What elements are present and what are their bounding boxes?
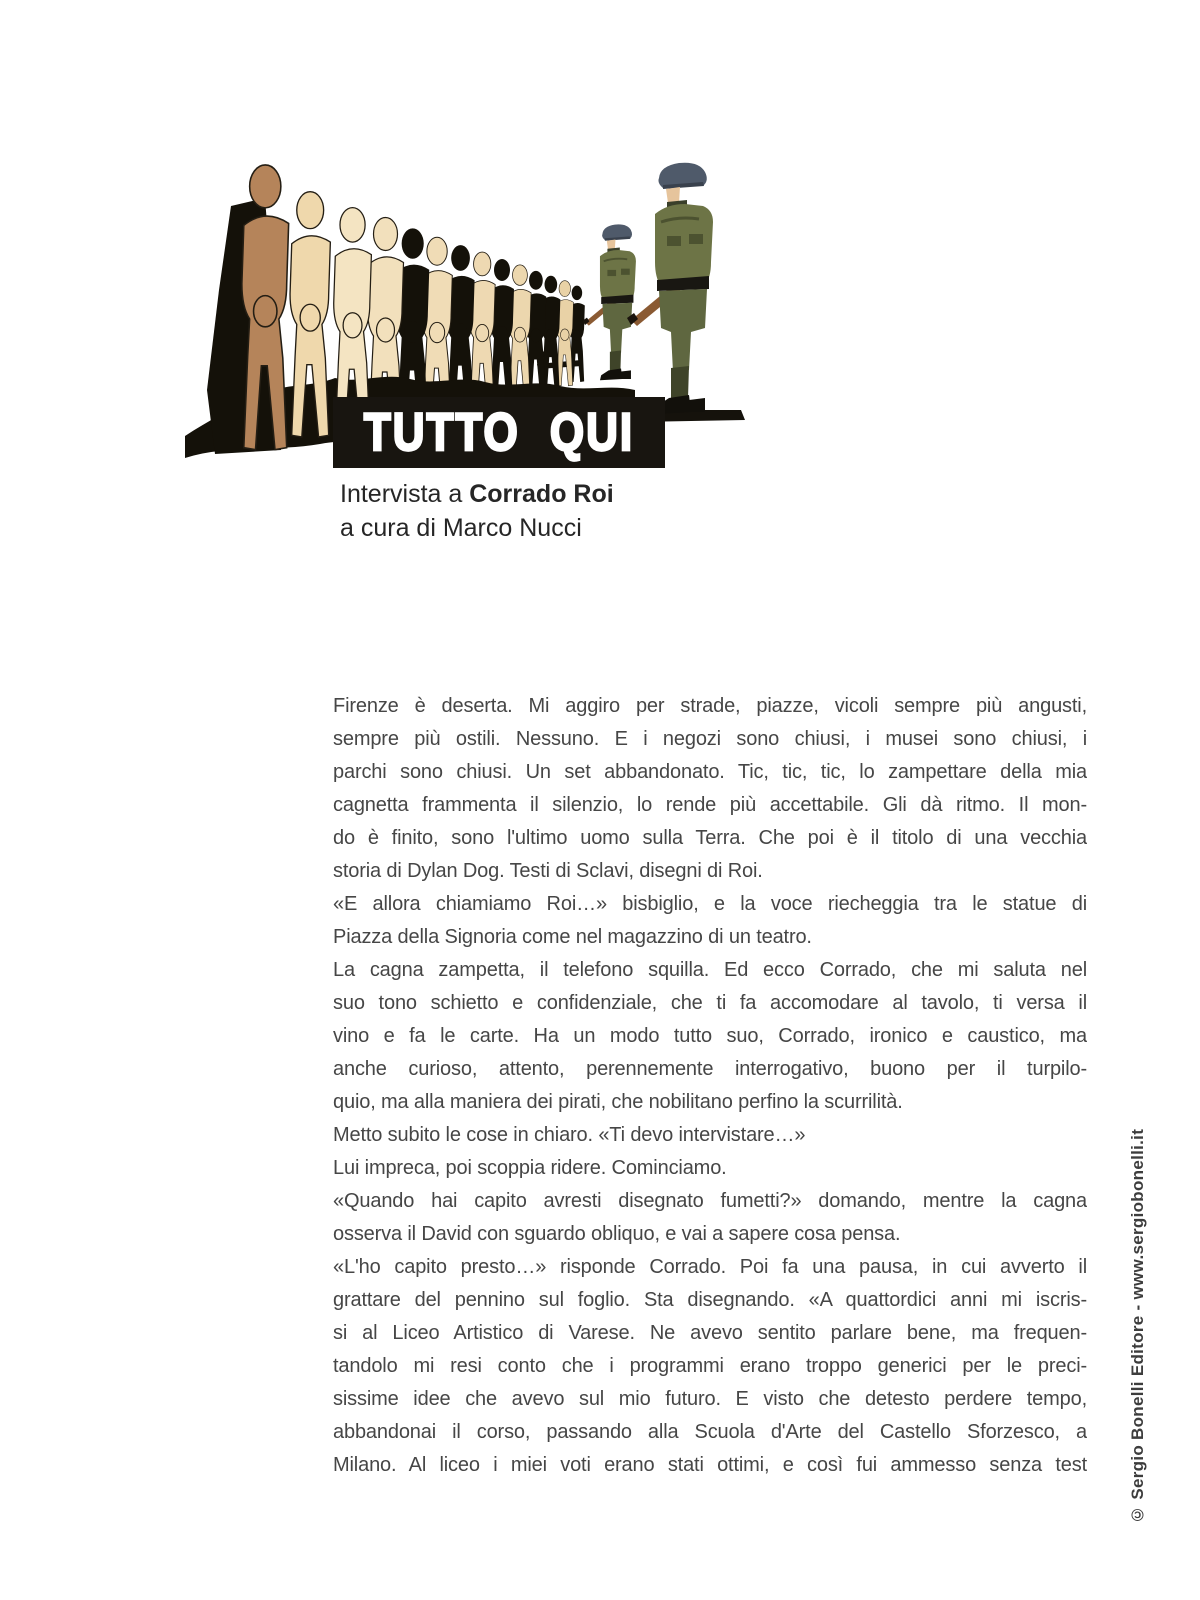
prisoner-figure	[556, 281, 573, 386]
text-line: grattare del pennino sul foglio. Sta disegnando. «A quattordici anni mi iscris-	[333, 1289, 1087, 1311]
article-text	[333, 690, 1087, 1482]
text-line: abbandonai il corso, passando alla Scuola d'Arte del Castello Sforzesco, a	[333, 1421, 1087, 1443]
prisoner-figure	[509, 265, 531, 401]
interviewee-name: Corrado Roi	[469, 480, 614, 508]
subtitle-line	[340, 477, 614, 511]
text-line: vino e fa le carte. Ha un modo tutto suo, Corrado, ironico e caustico, ma	[333, 1025, 1087, 1047]
text-line: «L'ho capito presto…» risponde Corrado. Poi fa una pausa, in cui avverto il	[333, 1256, 1087, 1278]
text-line: sempre più ostili. Nessuno. E i negozi sono chiusi, i musei sono chiusi, i	[333, 728, 1087, 750]
text-line: sissime idee che avevo sul mio futuro. E visto che detesto perdere tempo,	[333, 1388, 1087, 1410]
text-line: Firenze è deserta. Mi aggiro per strade, piazze, vicoli sempre più angusti,	[333, 695, 1087, 717]
text-line: suo tono schietto e confidenziale, che ti fa accomodare al tavolo, ti versa il	[333, 992, 1087, 1014]
text-line: anche curioso, attento, perennemente interrogativo, buono per il turpilo-	[333, 1058, 1087, 1080]
copyright-vertical-text: © Sergio Bonelli Editore - www.sergiobonelli.it	[1128, 1128, 1147, 1524]
text-line: Milano. Al liceo i miei voti erano stati ottimi, e così fui ammesso senza test	[333, 1454, 1087, 1476]
soldier-figure	[583, 224, 636, 380]
text-line: quio, ma alla maniera dei pirati, che nobilitano perfino la scurrilità.	[333, 1091, 903, 1113]
text-line: cagnetta frammenta il silenzio, lo rende più accettabile. Gli dà ritmo. Il mon-	[333, 794, 1087, 816]
text-line: parchi sono chiusi. Un set abbandonato. Tic, tic, tic, lo zampettare della mia	[333, 761, 1087, 783]
text-line: storia di Dylan Dog. Testi di Sclavi, disegni di Roi.	[333, 860, 763, 882]
text-line: do è finito, sono l'ultimo uomo sulla Terra. Che poi è il titolo di una vecchia	[333, 827, 1087, 849]
text-line: Lui impreca, poi scoppia ridere. Cominciamo.	[333, 1157, 727, 1179]
soldier-figure	[627, 163, 713, 414]
prisoner-figure	[490, 259, 514, 405]
text-line: Piazza della Signoria come nel magazzino di un teatro.	[333, 926, 812, 948]
text-line: osserva il David con sguardo obliquo, e vai a sapere cosa pensa.	[333, 1223, 901, 1245]
text-line: tandolo mi resi conto che i programmi erano troppo generici per le preci-	[333, 1355, 1087, 1377]
text-line: «Quando hai capito avresti disegnato fumetti?» domando, mentre la cagna	[333, 1190, 1087, 1212]
subtitle-prefix: Intervista a	[340, 480, 470, 508]
text-line: «E allora chiamiamo Roi…» bisbiglio, e la voce riecheggia tra le statue di	[333, 893, 1087, 915]
text-line: si al Liceo Artistico di Varese. Ne avevo sentito parlare bene, ma frequen-	[333, 1322, 1087, 1344]
subtitle-block	[340, 477, 614, 545]
page-title: TUTTO QUI	[363, 402, 635, 462]
text-line: La cagna zampetta, il telefono squilla. Ed ecco Corrado, che mi saluta nel	[333, 959, 1087, 981]
title-banner	[333, 397, 665, 468]
byline: a cura di Marco Nucci	[340, 514, 582, 542]
text-line: Metto subito le cose in chiaro. «Ti devo intervistare…»	[333, 1124, 806, 1146]
